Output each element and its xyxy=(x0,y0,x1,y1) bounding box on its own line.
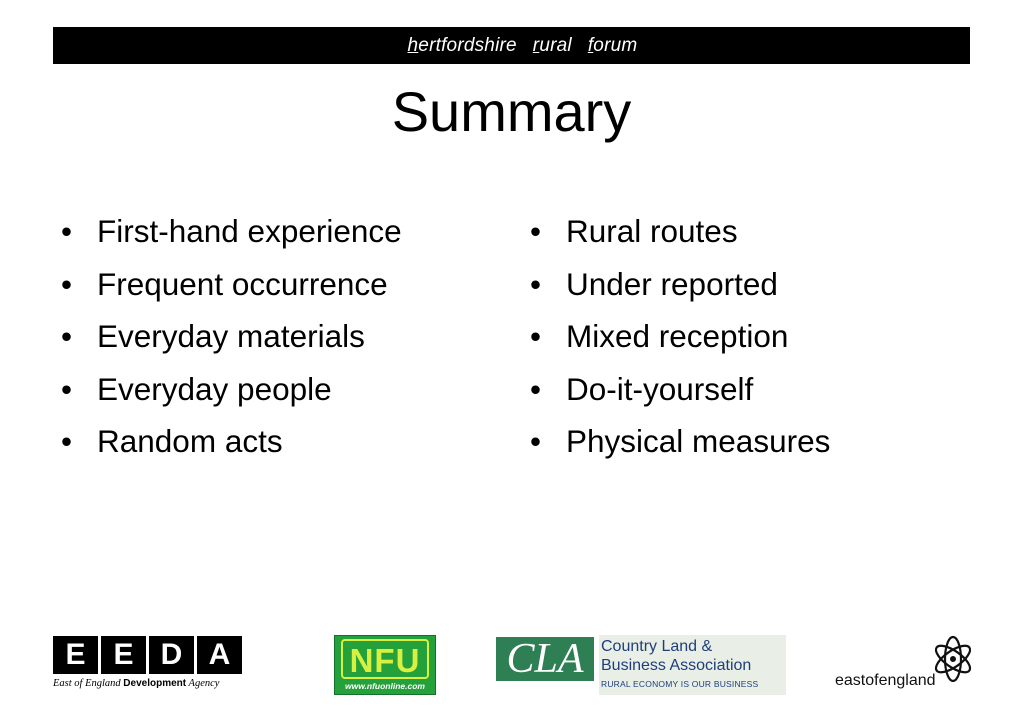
bullet-item: • Rural routes xyxy=(530,205,830,258)
header-banner xyxy=(53,27,970,64)
banner-word-rural: rural xyxy=(532,34,572,56)
cla-mark: CLA xyxy=(496,637,594,681)
banner-word-hertfordshire: hertfordshire xyxy=(407,34,517,56)
bullet-dot: • xyxy=(530,265,542,302)
bullet-item: • Everyday materials xyxy=(61,310,402,363)
slide-title: Summary xyxy=(391,80,632,143)
eeda-subtitle: East of England Development Agency xyxy=(53,678,220,689)
eeda-letter: D xyxy=(149,636,194,674)
cla-text-block xyxy=(599,635,786,695)
banner-title xyxy=(378,13,646,79)
cla-line-1: Country Land & xyxy=(601,638,713,655)
bullet-dot: • xyxy=(61,423,73,459)
nfu-url: www.nfuonline.com xyxy=(345,681,425,691)
banner-word-forum: forum xyxy=(587,34,638,56)
eeda-letter: E xyxy=(53,636,98,674)
cla-tagline: RURAL ECONOMY IS OUR BUSINESS xyxy=(601,679,759,689)
bullet-item: • First-hand experience xyxy=(61,205,402,258)
bullet-item: • Frequent occurrence xyxy=(61,258,402,311)
bullet-item: • Physical measures xyxy=(530,415,830,468)
bullet-dot: • xyxy=(530,213,542,249)
bullet-dot: • xyxy=(530,370,542,407)
bullet-item: • Everyday people xyxy=(61,363,402,416)
nfu-letters: NFU xyxy=(341,639,429,679)
bullet-item: • Do-it-yourself xyxy=(530,363,830,416)
footer-logos xyxy=(0,630,1023,700)
eeda-logo xyxy=(53,636,248,694)
east-of-england-text: eastofengland xyxy=(835,672,936,689)
bullet-dot: • xyxy=(530,423,542,459)
bullet-dot: • xyxy=(530,318,542,354)
bullet-dot: • xyxy=(61,265,73,302)
bullet-item: • Mixed reception xyxy=(530,310,830,363)
nfu-logo xyxy=(334,635,436,695)
bullet-dot: • xyxy=(61,370,73,407)
eeda-letter: A xyxy=(197,636,242,674)
bullet-dot: • xyxy=(61,318,73,354)
bullet-item: • Random acts xyxy=(61,415,402,468)
east-of-england-logo xyxy=(832,632,992,698)
left-bullet-list xyxy=(61,205,402,468)
eeda-letter: E xyxy=(101,636,146,674)
cla-logo xyxy=(496,635,786,695)
bullet-item: • Under reported xyxy=(530,258,830,311)
right-bullet-list xyxy=(530,205,830,468)
bullet-dot: • xyxy=(61,213,73,249)
eeda-letter-boxes xyxy=(53,636,248,674)
cla-line-2: Business Association xyxy=(601,657,752,674)
